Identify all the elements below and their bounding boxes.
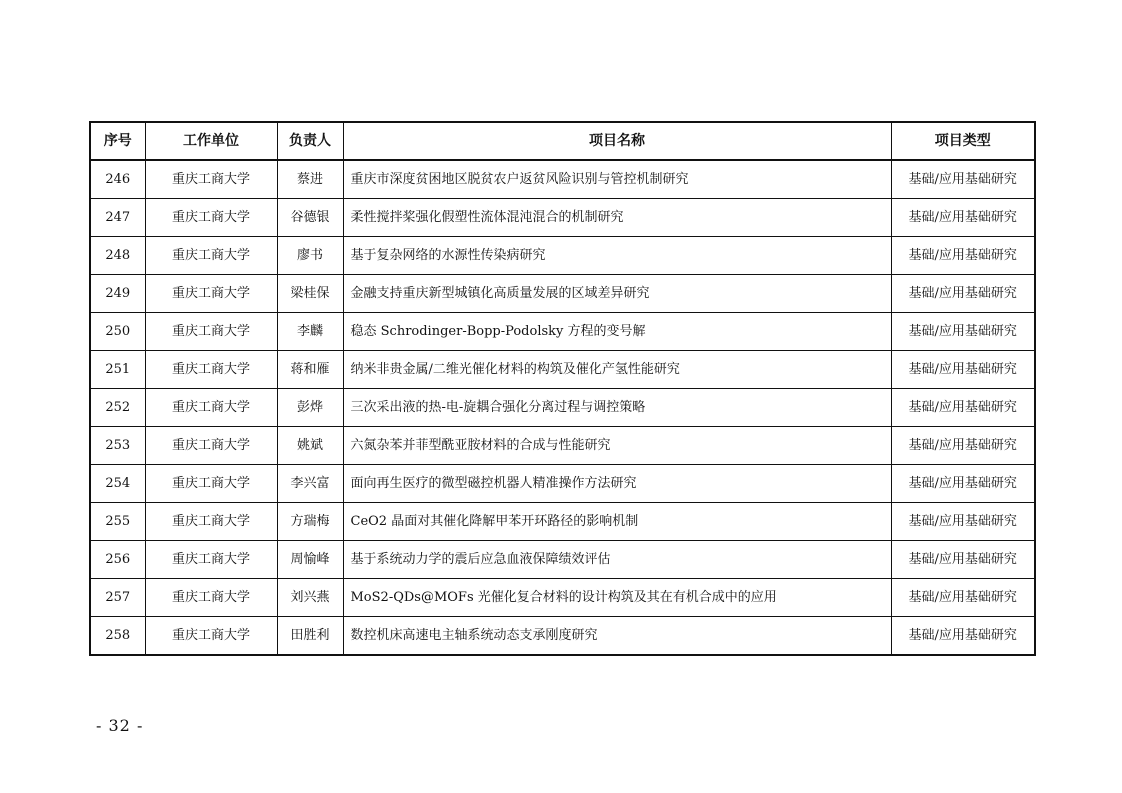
person-in-charge-cell: 刘兴燕 <box>277 579 343 617</box>
table-row <box>90 237 1035 275</box>
header-work-unit: 工作单位 <box>145 122 277 160</box>
project-table-container <box>89 121 1034 656</box>
work-unit-cell: 重庆工商大学 <box>145 617 277 656</box>
serial-number-cell: 252 <box>90 389 145 427</box>
serial-number-cell: 256 <box>90 541 145 579</box>
project-type-cell: 基础/应用基础研究 <box>891 541 1035 579</box>
page-number: - 32 - <box>96 716 144 735</box>
header-person-in-charge: 负责人 <box>277 122 343 160</box>
table-row <box>90 503 1035 541</box>
table-row <box>90 617 1035 656</box>
project-name-cell: 数控机床高速电主轴系统动态支承刚度研究 <box>343 617 891 656</box>
project-name-cell: 金融支持重庆新型城镇化高质量发展的区域差异研究 <box>343 275 891 313</box>
table-row <box>90 199 1035 237</box>
work-unit-cell: 重庆工商大学 <box>145 503 277 541</box>
work-unit-cell: 重庆工商大学 <box>145 237 277 275</box>
serial-number-cell: 257 <box>90 579 145 617</box>
project-name-cell: 重庆市深度贫困地区脱贫农户返贫风险识别与管控机制研究 <box>343 160 891 199</box>
person-in-charge-cell: 蔡进 <box>277 160 343 199</box>
serial-number-cell: 248 <box>90 237 145 275</box>
work-unit-cell: 重庆工商大学 <box>145 199 277 237</box>
table-row <box>90 465 1035 503</box>
project-type-cell: 基础/应用基础研究 <box>891 617 1035 656</box>
project-name-cell: 纳米非贵金属/二维光催化材料的构筑及催化产氢性能研究 <box>343 351 891 389</box>
person-in-charge-cell: 谷德银 <box>277 199 343 237</box>
table-row <box>90 313 1035 351</box>
project-name-cell: 面向再生医疗的微型磁控机器人精准操作方法研究 <box>343 465 891 503</box>
person-in-charge-cell: 李兴富 <box>277 465 343 503</box>
project-name-cell: 三次采出液的热-电-旋耦合强化分离过程与调控策略 <box>343 389 891 427</box>
work-unit-cell: 重庆工商大学 <box>145 389 277 427</box>
person-in-charge-cell: 蒋和雁 <box>277 351 343 389</box>
project-type-cell: 基础/应用基础研究 <box>891 427 1035 465</box>
person-in-charge-cell: 周愉峰 <box>277 541 343 579</box>
work-unit-cell: 重庆工商大学 <box>145 351 277 389</box>
table-header <box>90 122 1035 160</box>
person-in-charge-cell: 李麟 <box>277 313 343 351</box>
table-row <box>90 351 1035 389</box>
serial-number-cell: 255 <box>90 503 145 541</box>
serial-number-cell: 250 <box>90 313 145 351</box>
person-in-charge-cell: 方瑞梅 <box>277 503 343 541</box>
header-project-name: 项目名称 <box>343 122 891 160</box>
project-type-cell: 基础/应用基础研究 <box>891 313 1035 351</box>
header-serial-number: 序号 <box>90 122 145 160</box>
work-unit-cell: 重庆工商大学 <box>145 275 277 313</box>
work-unit-cell: 重庆工商大学 <box>145 579 277 617</box>
table-row <box>90 427 1035 465</box>
project-type-cell: 基础/应用基础研究 <box>891 199 1035 237</box>
project-name-cell: 基于系统动力学的震后应急血液保障绩效评估 <box>343 541 891 579</box>
work-unit-cell: 重庆工商大学 <box>145 541 277 579</box>
project-name-cell: 基于复杂网络的水源性传染病研究 <box>343 237 891 275</box>
project-name-cell: 柔性搅拌桨强化假塑性流体混沌混合的机制研究 <box>343 199 891 237</box>
work-unit-cell: 重庆工商大学 <box>145 313 277 351</box>
work-unit-cell: 重庆工商大学 <box>145 160 277 199</box>
project-type-cell: 基础/应用基础研究 <box>891 160 1035 199</box>
project-type-cell: 基础/应用基础研究 <box>891 275 1035 313</box>
serial-number-cell: 249 <box>90 275 145 313</box>
project-type-cell: 基础/应用基础研究 <box>891 503 1035 541</box>
project-type-cell: 基础/应用基础研究 <box>891 465 1035 503</box>
person-in-charge-cell: 梁桂保 <box>277 275 343 313</box>
table-row <box>90 389 1035 427</box>
serial-number-cell: 246 <box>90 160 145 199</box>
project-type-cell: 基础/应用基础研究 <box>891 351 1035 389</box>
table-row <box>90 541 1035 579</box>
header-project-type: 项目类型 <box>891 122 1035 160</box>
serial-number-cell: 254 <box>90 465 145 503</box>
person-in-charge-cell: 廖书 <box>277 237 343 275</box>
table-row <box>90 160 1035 199</box>
serial-number-cell: 247 <box>90 199 145 237</box>
work-unit-cell: 重庆工商大学 <box>145 427 277 465</box>
project-table <box>89 121 1036 656</box>
serial-number-cell: 258 <box>90 617 145 656</box>
work-unit-cell: 重庆工商大学 <box>145 465 277 503</box>
table-row <box>90 275 1035 313</box>
serial-number-cell: 251 <box>90 351 145 389</box>
person-in-charge-cell: 姚斌 <box>277 427 343 465</box>
project-name-cell: CeO2 晶面对其催化降解甲苯开环路径的影响机制 <box>343 503 891 541</box>
project-type-cell: 基础/应用基础研究 <box>891 237 1035 275</box>
project-name-cell: MoS2-QDs@MOFs 光催化复合材料的设计构筑及其在有机合成中的应用 <box>343 579 891 617</box>
person-in-charge-cell: 田胜利 <box>277 617 343 656</box>
header-row <box>90 122 1035 160</box>
table-row <box>90 579 1035 617</box>
project-type-cell: 基础/应用基础研究 <box>891 579 1035 617</box>
project-type-cell: 基础/应用基础研究 <box>891 389 1035 427</box>
project-name-cell: 稳态 Schrodinger-Bopp-Podolsky 方程的变号解 <box>343 313 891 351</box>
project-name-cell: 六氮杂苯并菲型酰亚胺材料的合成与性能研究 <box>343 427 891 465</box>
person-in-charge-cell: 彭烨 <box>277 389 343 427</box>
table-body <box>90 160 1035 655</box>
serial-number-cell: 253 <box>90 427 145 465</box>
